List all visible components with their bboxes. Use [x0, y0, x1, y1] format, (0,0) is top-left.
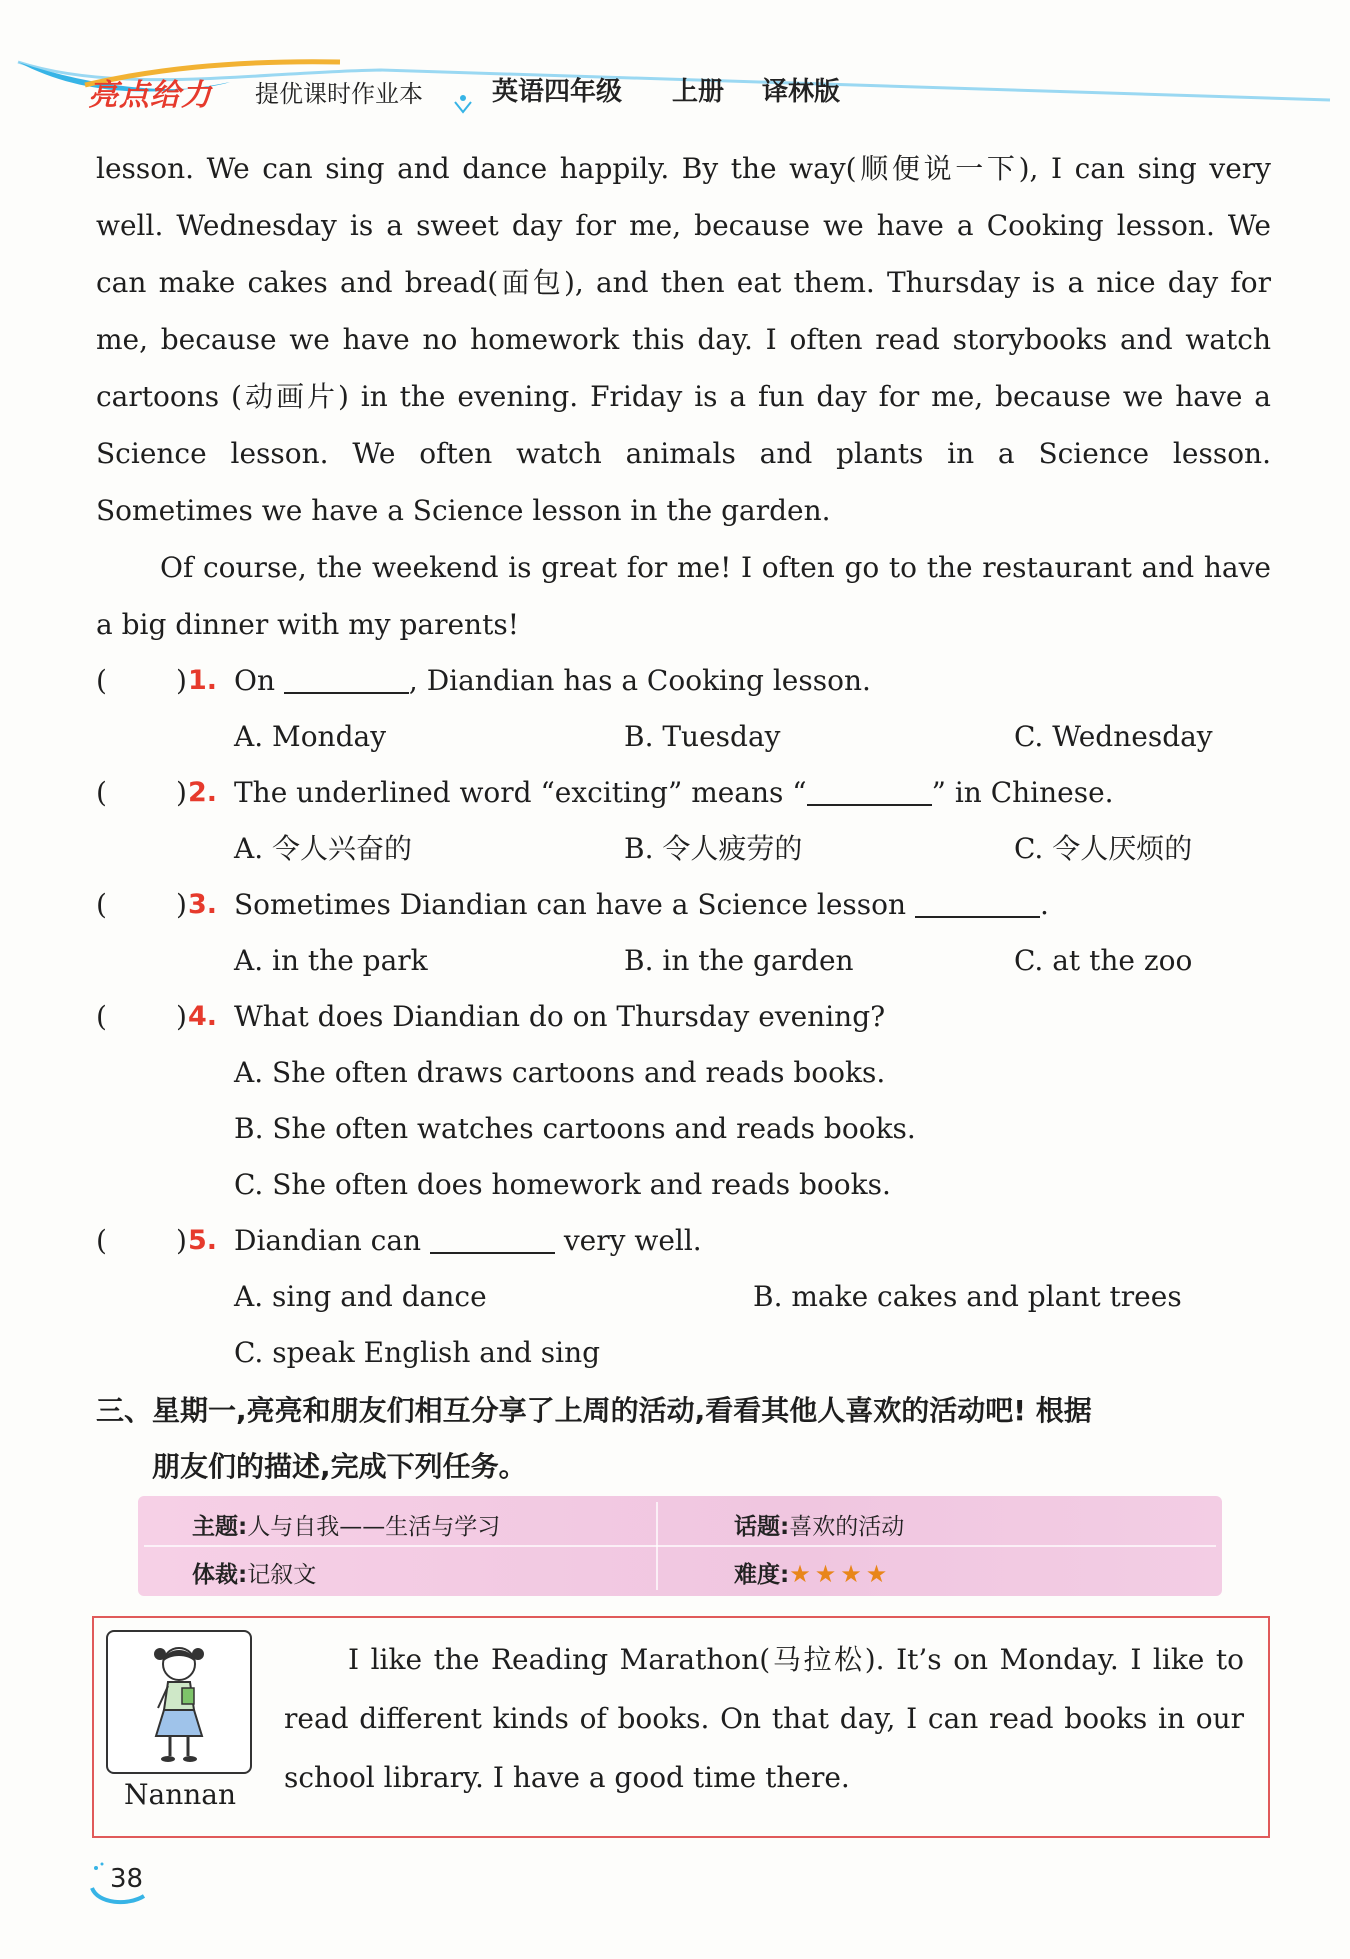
answer-paren-close: ): [176, 1224, 187, 1257]
reading-content: [96, 140, 1271, 1381]
difficulty-stars-icon: ★★★★: [789, 1560, 892, 1588]
passage-paragraph-2: Of course, the weekend is great for me! I often go to the restaurant and have a big dinner with my parents!: [96, 551, 1271, 641]
answer-paren-close: ): [176, 888, 187, 921]
series-title: 提优课时作业本: [255, 80, 423, 108]
question-number: 5.: [188, 1225, 218, 1256]
answer-paren-close: ): [176, 776, 187, 809]
question-stem: Sometimes Diandian can have a Science lesson .: [234, 888, 1049, 921]
question-stem: Diandian can very well.: [234, 1224, 702, 1257]
section-3-title-line-2: 朋友们的描述,完成下列任务。: [152, 1450, 527, 1483]
option-c[interactable]: C. She often does homework and reads books.: [234, 1168, 891, 1201]
avatar-name-label: Nannan: [124, 1778, 236, 1811]
question-4: [96, 989, 1271, 1045]
option-c[interactable]: C. Wednesday: [1014, 720, 1213, 753]
option-b[interactable]: B. in the garden: [624, 944, 854, 977]
question-4-option-b-row: [96, 1101, 1271, 1157]
option-a[interactable]: A. Monday: [234, 720, 387, 753]
nannan-text: I like the Reading Marathon(马拉松). It’s on Monday. I like to read different kinds of books. On that day, I can read books in our school library. I have a good time there.: [284, 1643, 1244, 1794]
nannan-avatar: [106, 1630, 252, 1774]
page-header: [0, 0, 1350, 130]
option-b[interactable]: B. make cakes and plant trees: [753, 1280, 1182, 1313]
answer-paren-open: (: [96, 888, 107, 921]
section-3-instructions: [96, 1383, 1276, 1495]
option-a[interactable]: A. sing and dance: [234, 1280, 487, 1313]
brand-logo: 亮点给力: [88, 78, 212, 113]
volume-label: 上册: [672, 77, 725, 107]
question-2: [96, 765, 1271, 821]
answer-blank[interactable]: [430, 1222, 555, 1254]
answer-paren-close: ): [176, 1000, 187, 1033]
option-b[interactable]: B. She often watches cartoons and reads books.: [234, 1112, 916, 1145]
nannan-description-box: [92, 1616, 1270, 1838]
meta-theme: 主题:人与自我——生活与学习: [192, 1514, 501, 1540]
section-3-title-line-1: 三、星期一,亮亮和朋友们相互分享了上周的活动,看看其他人喜欢的活动吧! 根据: [96, 1394, 1092, 1427]
answer-paren-open: (: [96, 776, 107, 809]
answer-blank[interactable]: [807, 774, 932, 806]
girl-illustration-icon: [108, 1632, 250, 1772]
question-2-options: [96, 821, 1271, 877]
meta-difficulty: 难度:★★★★: [734, 1560, 892, 1588]
option-a[interactable]: A. 令人兴奋的: [234, 832, 413, 865]
option-c[interactable]: C. 令人厌烦的: [1014, 832, 1193, 865]
question-5-options-row-1: [96, 1269, 1271, 1325]
answer-blank[interactable]: [284, 662, 409, 694]
answer-paren-open: (: [96, 664, 107, 697]
question-number: 4.: [188, 1001, 218, 1032]
question-4-option-a-row: [96, 1045, 1271, 1101]
question-5-options-row-2: [96, 1325, 1271, 1381]
answer-paren-close: ): [176, 664, 187, 697]
question-5: [96, 1213, 1271, 1269]
question-1: [96, 653, 1271, 709]
page-number: 38: [110, 1864, 144, 1894]
answer-blank[interactable]: [915, 886, 1040, 918]
option-b[interactable]: B. 令人疲劳的: [624, 832, 803, 865]
meta-genre: 体裁:记叙文: [192, 1562, 317, 1588]
question-stem: The underlined word “exciting” means “ ” in Chinese.: [234, 776, 1114, 809]
task-meta-panel: [138, 1496, 1222, 1596]
subject-label: 英语四年级: [492, 77, 623, 107]
passage-paragraph-1: lesson. We can sing and dance happily. By the way(顺便说一下), I can sing very well. Wednesday is a sweet day for me, because we have a Cooking lesson. We can make cakes and bread(面包), and then eat them. Thursday is a nice day for me, because we have no homework this day. I often read storybooks and watch cartoons (动画片) in the evening. Friday is a fun day for me, because we have a Science lesson. We often watch animals and plants in a Science lesson. Sometimes we have a Science lesson in the garden.: [96, 152, 1271, 527]
option-a[interactable]: A. in the park: [234, 944, 428, 977]
option-b[interactable]: B. Tuesday: [624, 720, 781, 753]
question-stem: What does Diandian do on Thursday evening?: [234, 1000, 886, 1033]
question-number: 1.: [188, 665, 218, 696]
question-3: [96, 877, 1271, 933]
meta-topic: 话题:喜欢的活动: [734, 1514, 905, 1540]
option-a[interactable]: A. She often draws cartoons and reads books.: [234, 1056, 886, 1089]
question-1-options: [96, 709, 1271, 765]
option-c[interactable]: C. at the zoo: [1014, 944, 1193, 977]
question-number: 3.: [188, 889, 218, 920]
edition-label: 译林版: [762, 77, 841, 107]
question-4-option-c-row: [96, 1157, 1271, 1213]
question-stem: On , Diandian has a Cooking lesson.: [234, 664, 871, 697]
answer-paren-open: (: [96, 1224, 107, 1257]
question-number: 2.: [188, 777, 218, 808]
answer-paren-open: (: [96, 1000, 107, 1033]
option-c[interactable]: C. speak English and sing: [234, 1336, 601, 1369]
question-3-options: [96, 933, 1271, 989]
meta-divider-horizontal: [144, 1545, 1216, 1547]
